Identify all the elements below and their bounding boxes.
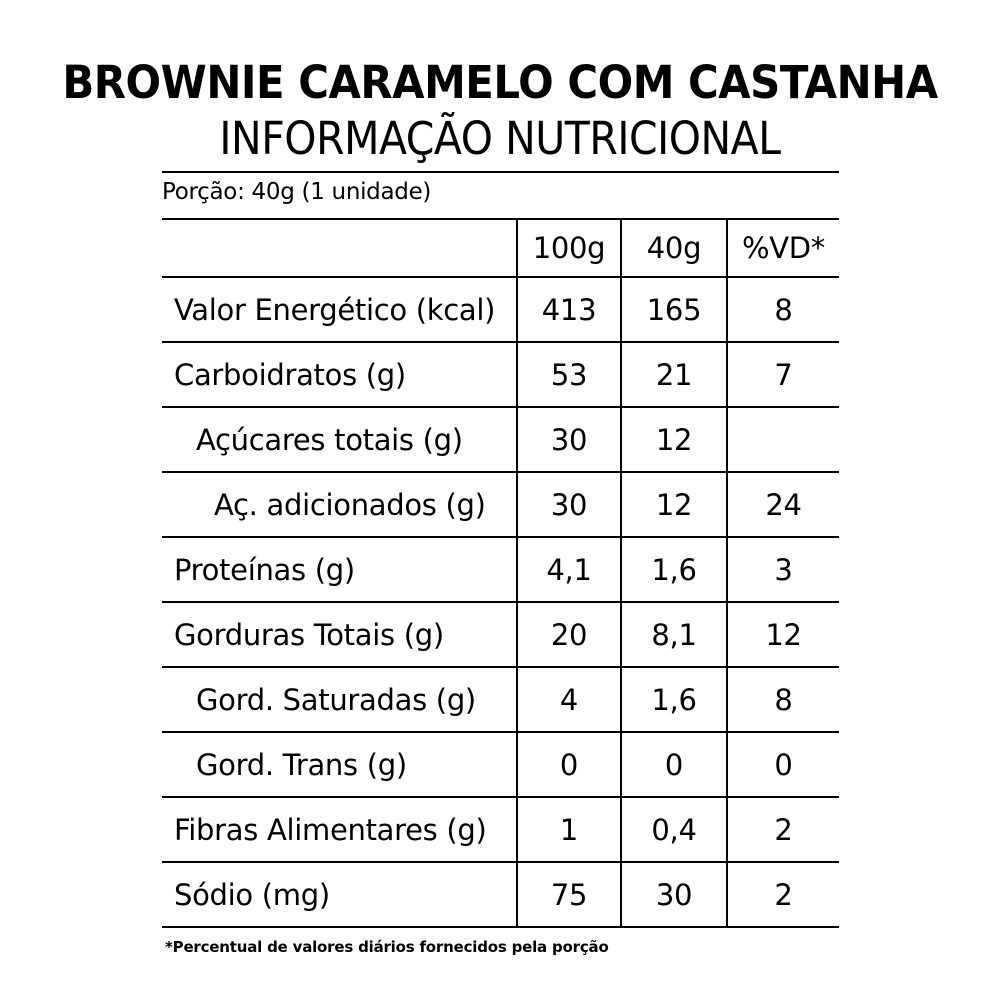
product-title: BROWNIE CARAMELO COM CASTANHA: [62, 56, 938, 109]
table-row: [162, 667, 839, 732]
table-row: [162, 797, 839, 862]
nutrient-label: Proteínas (g): [162, 537, 517, 602]
nutrition-table: [162, 218, 839, 928]
table-row: [162, 277, 839, 342]
table-row: [162, 732, 839, 797]
table-header-row: [162, 219, 839, 277]
table-row: [162, 342, 839, 407]
value-vd: 12: [727, 602, 839, 667]
value-vd: 2: [727, 862, 839, 927]
nutrient-label: Gorduras Totais (g): [162, 602, 517, 667]
nutrient-label: Carboidratos (g): [162, 342, 517, 407]
nutrient-label: Sódio (mg): [162, 862, 517, 927]
value-100g: 413: [517, 277, 621, 342]
value-vd: [727, 407, 839, 472]
value-100g: 4: [517, 667, 621, 732]
value-40g: 30: [621, 862, 727, 927]
value-100g: 30: [517, 407, 621, 472]
value-100g: 53: [517, 342, 621, 407]
value-40g: 21: [621, 342, 727, 407]
value-40g: 12: [621, 407, 727, 472]
value-vd: 8: [727, 667, 839, 732]
table-row: [162, 537, 839, 602]
nutrient-label: Açúcares totais (g): [162, 407, 517, 472]
value-40g: 12: [621, 472, 727, 537]
value-100g: 20: [517, 602, 621, 667]
footnote: *Percentual de valores diários fornecidos pela porção: [165, 938, 609, 956]
value-vd: 7: [727, 342, 839, 407]
value-40g: 0: [621, 732, 727, 797]
table-row: [162, 472, 839, 537]
nutrient-label: Gord. Trans (g): [162, 732, 517, 797]
header-100g: 100g: [517, 219, 621, 277]
header-vd: %VD*: [727, 219, 839, 277]
value-vd: 24: [727, 472, 839, 537]
portion-size: Porção: 40g (1 unidade): [162, 179, 432, 205]
value-vd: 2: [727, 797, 839, 862]
value-vd: 3: [727, 537, 839, 602]
nutrient-label: Aç. adicionados (g): [162, 472, 517, 537]
nutrition-heading: INFORMAÇÃO NUTRICIONAL: [219, 112, 781, 165]
value-40g: 1,6: [621, 667, 727, 732]
value-100g: 4,1: [517, 537, 621, 602]
value-100g: 30: [517, 472, 621, 537]
nutrient-label: Gord. Saturadas (g): [162, 667, 517, 732]
value-40g: 165: [621, 277, 727, 342]
value-vd: 8: [727, 277, 839, 342]
nutrient-label: Valor Energético (kcal): [162, 277, 517, 342]
nutrient-label: Fibras Alimentares (g): [162, 797, 517, 862]
header-blank-cell: [162, 219, 517, 277]
value-100g: 0: [517, 732, 621, 797]
table-row: [162, 602, 839, 667]
value-vd: 0: [727, 732, 839, 797]
value-40g: 8,1: [621, 602, 727, 667]
table-row: [162, 407, 839, 472]
value-100g: 75: [517, 862, 621, 927]
top-divider: [162, 171, 839, 173]
value-40g: 1,6: [621, 537, 727, 602]
value-40g: 0,4: [621, 797, 727, 862]
header-40g: 40g: [621, 219, 727, 277]
value-100g: 1: [517, 797, 621, 862]
table-row: [162, 862, 839, 927]
